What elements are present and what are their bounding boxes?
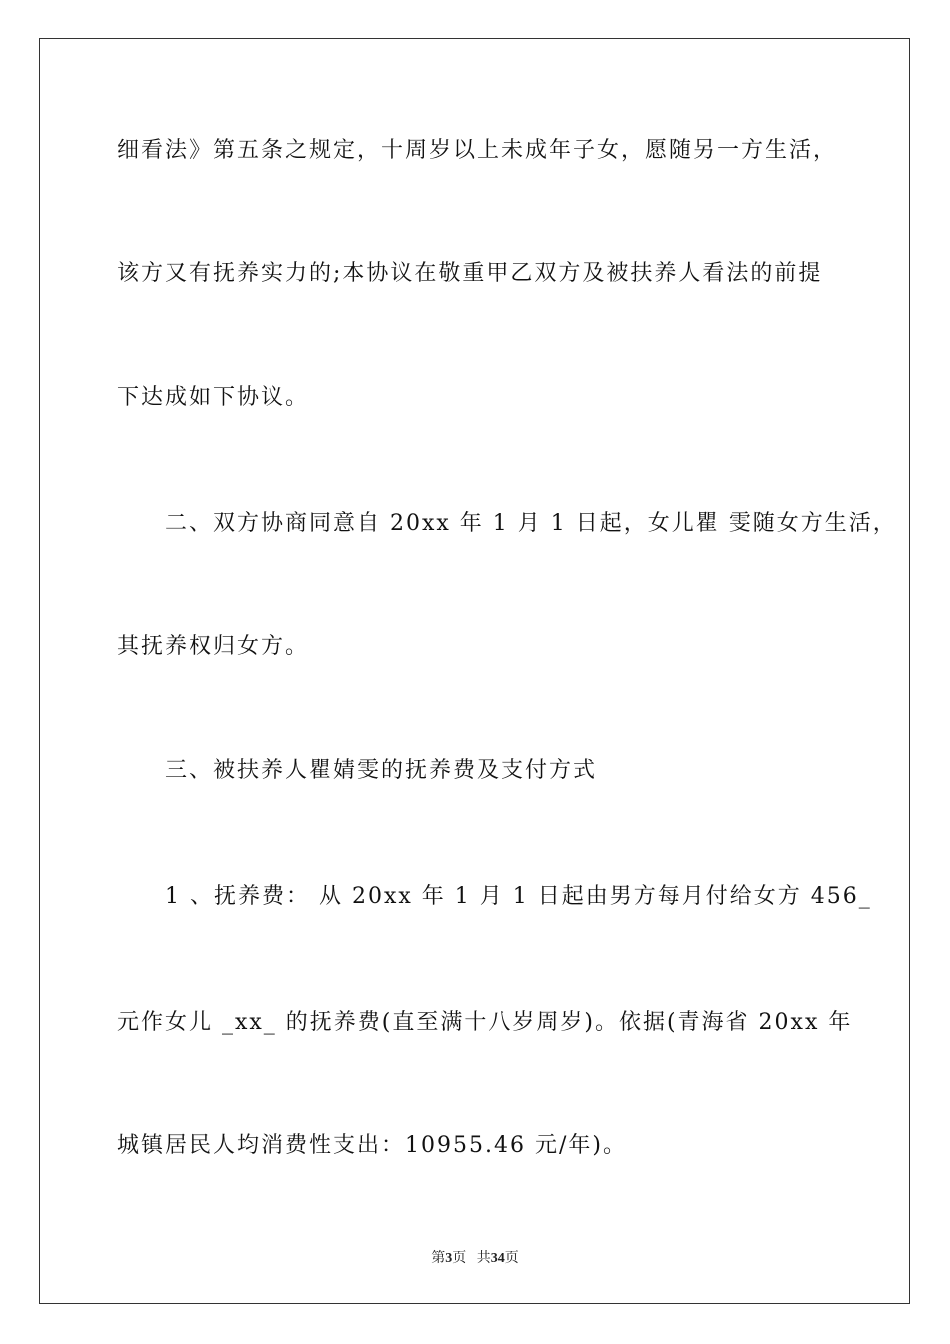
- support-fee-line-1: 1 、抚养费： 从 20xx 年 1 月 1 日起由男方每月付给女方 456_: [165, 884, 872, 909]
- total-prefix: 共: [476, 1251, 491, 1266]
- page-prefix: 第: [431, 1251, 446, 1266]
- body-line-1: 细看法》第五条之规定，十周岁以上未成年子女，愿随另一方生活，: [117, 138, 838, 163]
- body-line-3: 下达成如下协议。: [117, 385, 310, 410]
- clause-two-line-1: 二、双方协商同意自 20xx 年 1 月 1 日起，女儿瞿 雯随女方生活，: [165, 511, 897, 536]
- page-footer: [0, 1247, 950, 1267]
- clause-three-heading: 三、被扶养人瞿婧雯的抚养费及支付方式: [165, 758, 598, 783]
- total-suffix: 页: [504, 1251, 519, 1266]
- page-border: [39, 38, 910, 1304]
- total-pages: 34: [490, 1251, 505, 1266]
- clause-two-line-2: 其抚养权归女方。: [117, 634, 310, 659]
- support-fee-line-2: 元作女儿 _xx_ 的抚养费(直至满十八岁周岁)。依据(青海省 20xx 年: [117, 1010, 853, 1035]
- page-suffix: 页: [452, 1251, 467, 1266]
- support-fee-line-3: 城镇居民人均消费性支出：10955.46 元/年)。: [117, 1133, 627, 1158]
- body-line-2: 该方又有抚养实力的;本协议在敬重甲乙双方及被扶养人看法的前提: [117, 261, 823, 286]
- page-number: 3: [445, 1251, 453, 1266]
